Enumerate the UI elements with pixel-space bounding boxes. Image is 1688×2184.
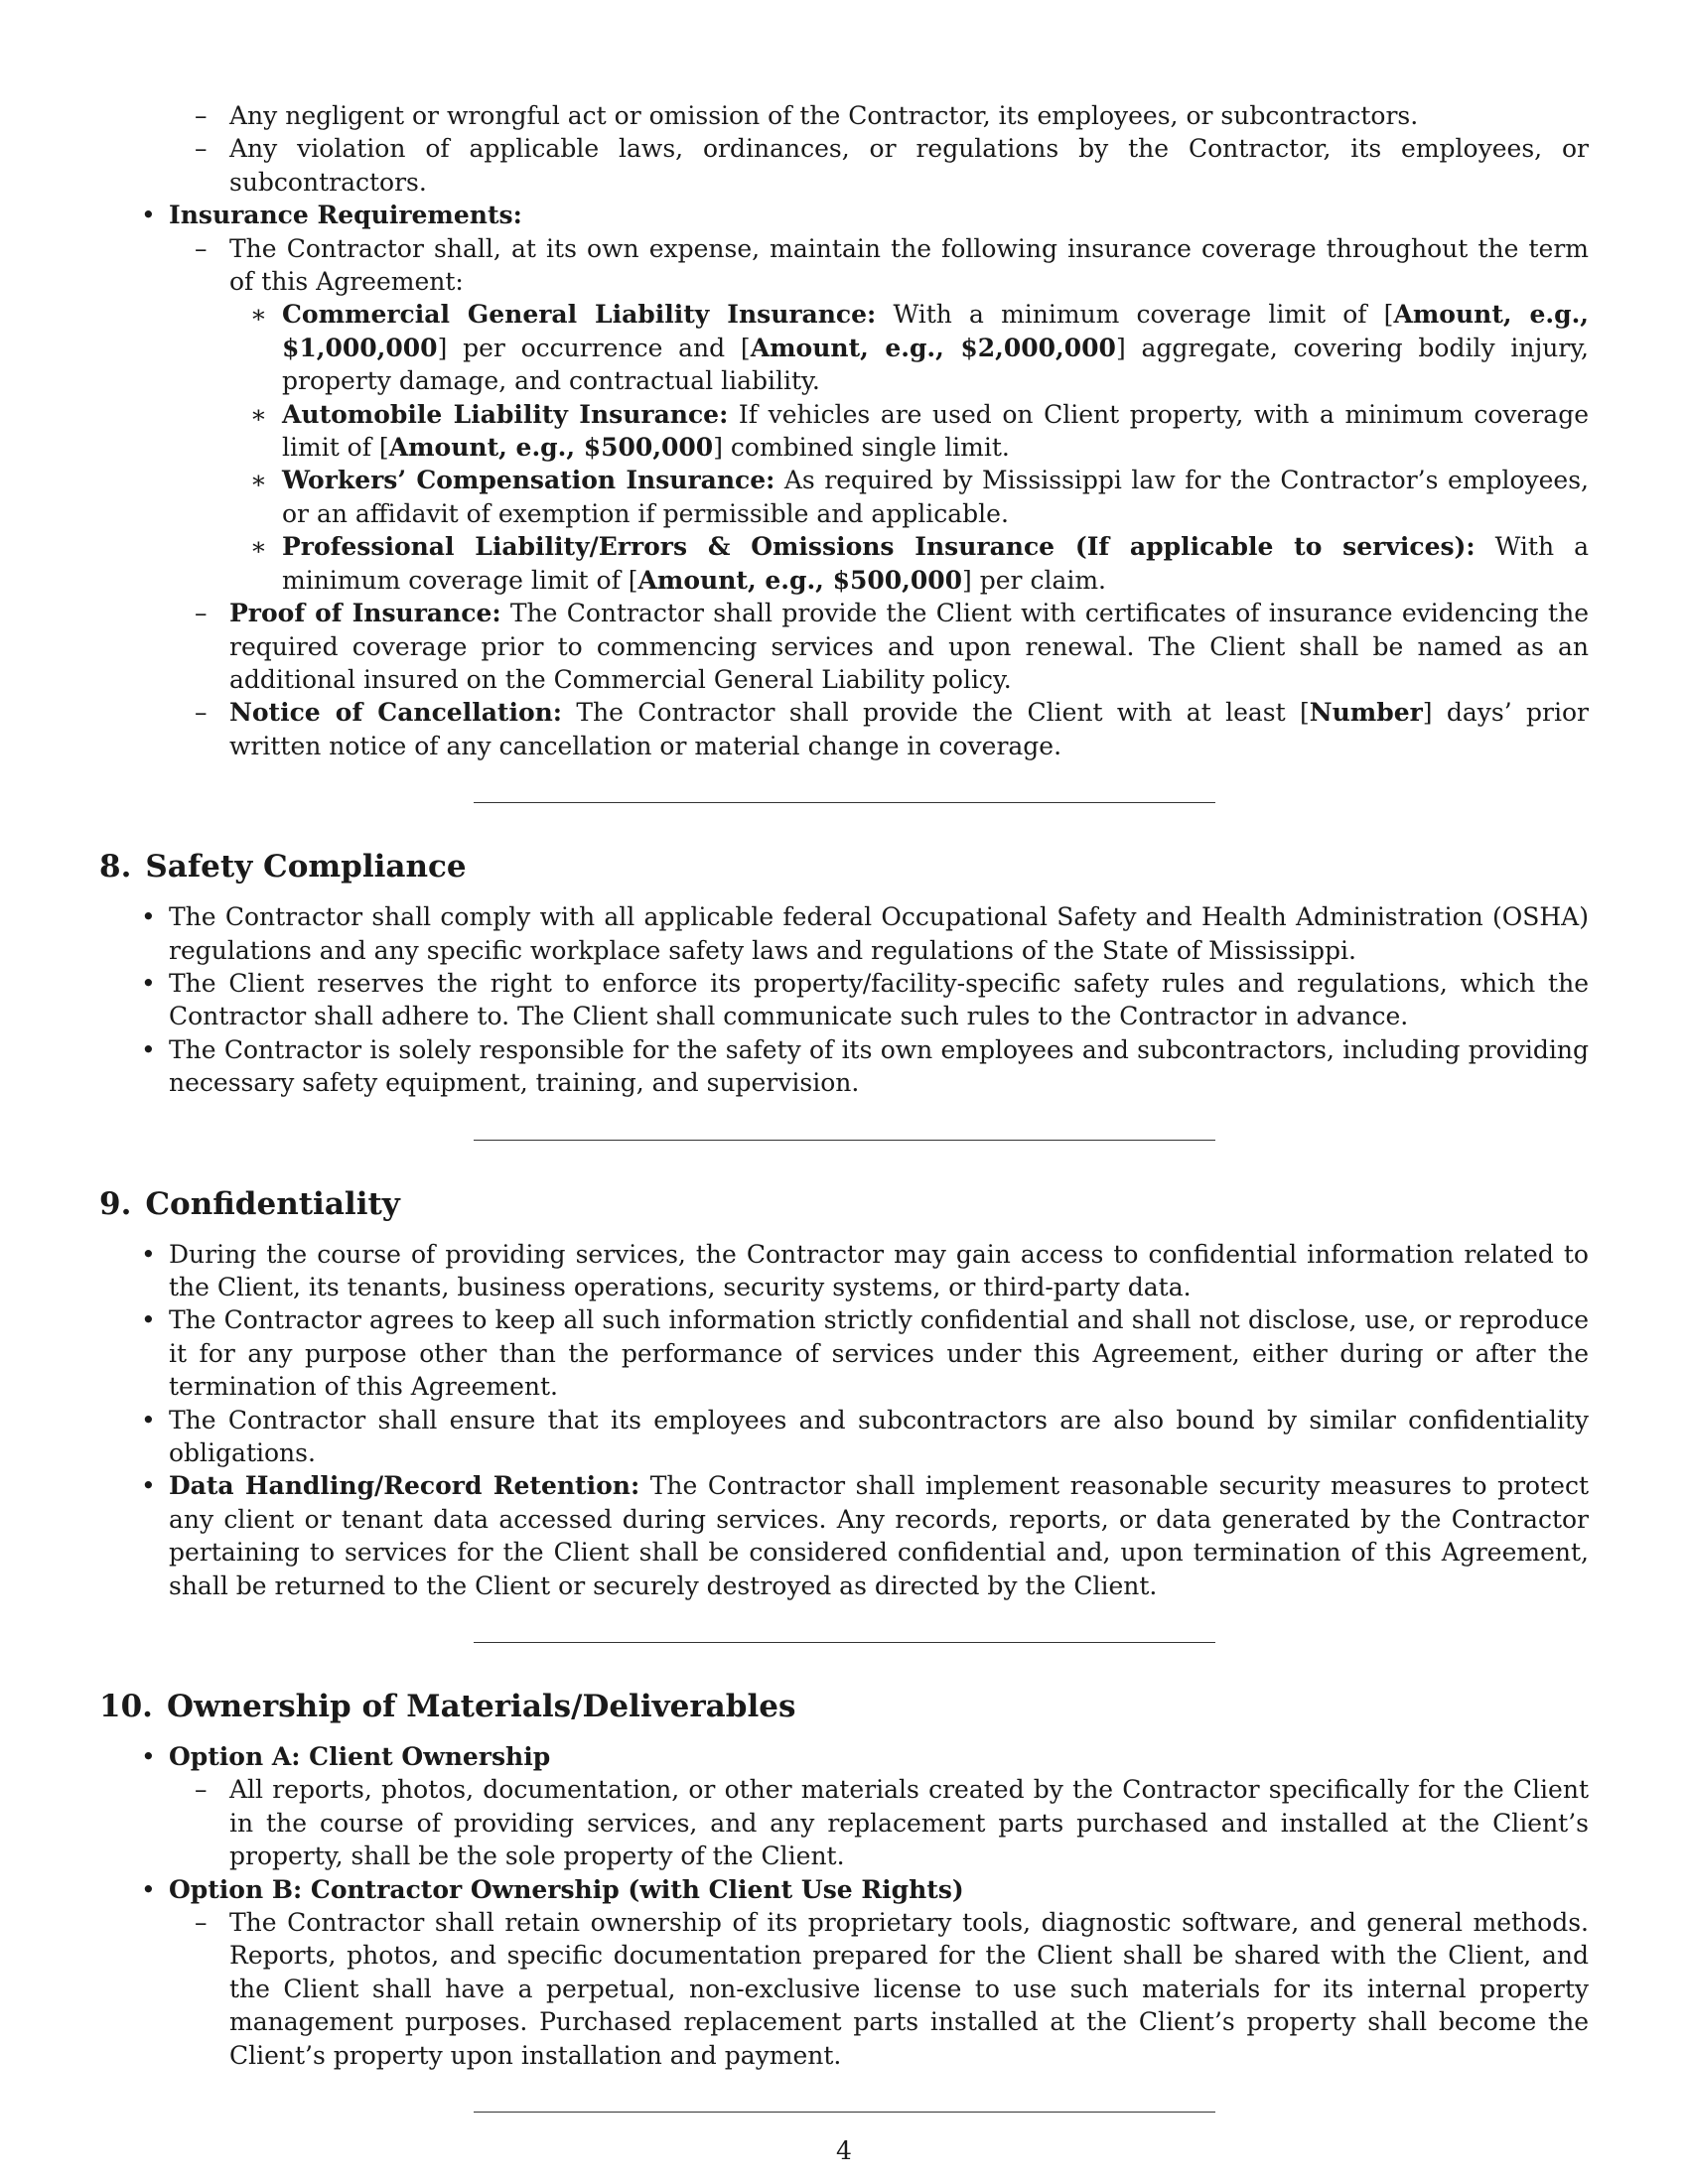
insurance-item-automobile	[99, 398, 1589, 465]
proof-of-insurance-item	[99, 597, 1589, 696]
bullet-marker: •	[141, 1874, 156, 1904]
list-item-text: The Client reserves the right to enforce its property/facility-specific safety rules and regulations, which the Contractor shall adhere to. The Client shall communicate such rules to the Contractor in advance.	[169, 968, 1589, 1031]
list-item-text: The Contractor agrees to keep all such information strictly confidential and shall not disclose, use, or reproduce it for any purpose other than the performance of services under this Agreement, either during or after the termination of this Agreement.	[169, 1305, 1589, 1402]
amount-placeholder: Amount, e.g., $2,000,000	[750, 333, 1116, 362]
section-title: Ownership of Materials/Deliverables	[166, 1689, 796, 1725]
list-item	[99, 232, 1589, 299]
amount-placeholder: Amount, e.g., $500,000	[637, 565, 963, 595]
asterisk-marker: ∗	[250, 399, 267, 429]
list-item-text: All reports, photos, documentation, or other materials created by the Contractor specifically for the Client in the course of providing services, and any replacement parts purchased and installed at the Client’s property, shall be the sole property of the Client.	[229, 1775, 1589, 1871]
item-label: Proof of Insurance:	[229, 599, 501, 628]
dash-marker: –	[195, 101, 208, 130]
list-item-text: The Contractor shall retain ownership of its proprietary tools, diagnostic software, and general methods. Reports, photos, and specific documentation prepared for the Client shall be shared with the Client, and the Client shall have a perpetual, non-exclusive license to use such materials for its internal property management purposes. Purchased replacement parts installed at the Client’s property shall become the Client’s property upon installation and payment.	[229, 1908, 1589, 2070]
bullet-marker: •	[141, 201, 156, 230]
document-page	[99, 99, 1589, 2113]
list-item	[99, 1404, 1589, 1470]
insurance-requirements-item	[99, 199, 1589, 231]
amount-placeholder: Amount, e.g., $1,000,000	[282, 300, 1589, 362]
confidentiality-list	[99, 1238, 1589, 1602]
data-handling-item	[99, 1469, 1589, 1602]
item-label: Commercial General Liability Insurance:	[282, 300, 877, 330]
bullet-marker: •	[141, 1742, 156, 1772]
item-text: If vehicles are used on Client property, with a minimum coverage limit of [	[282, 399, 1589, 463]
item-text: With a minimum coverage limit of [	[876, 300, 1394, 330]
list-item-text: Any violation of applicable laws, ordinances, or regulations by the Contractor, its employees, or subcontractors.	[229, 134, 1589, 197]
section-number: 9.	[99, 1185, 132, 1222]
insurance-intro: The Contractor shall, at its own expense, maintain the following insurance coverage throughout the term of this Agreement:	[229, 233, 1589, 297]
list-item	[99, 132, 1589, 199]
bullet-marker: •	[141, 902, 156, 932]
indemnification-continuation-list	[99, 99, 1589, 762]
list-item	[99, 99, 1589, 132]
item-label: Professional Liability/Errors & Omissions Insurance (If applicable to services):	[282, 532, 1476, 562]
dash-marker: –	[195, 1775, 208, 1805]
item-text: ] per occurrence and [	[437, 333, 751, 362]
list-item-text: The Contractor shall ensure that its employees and subcontractors are also bound by similar confidentiality obligations.	[169, 1405, 1589, 1467]
notice-of-cancellation-item	[99, 696, 1589, 762]
option-b-item	[99, 1873, 1589, 1906]
list-item-text: During the course of providing services, the Contractor may gain access to confidential information related to the Client, its tenants, business operations, security systems, or third-party data.	[169, 1239, 1589, 1301]
item-label: Data Handling/Record Retention:	[169, 1471, 640, 1501]
bullet-marker: •	[141, 1471, 156, 1501]
asterisk-marker: ∗	[250, 466, 267, 495]
list-item	[99, 1303, 1589, 1403]
insurance-item-workers-comp	[99, 464, 1589, 530]
list-item	[99, 1033, 1589, 1100]
item-text: ] combined single limit.	[713, 433, 1010, 463]
section-title: Confidentiality	[145, 1185, 400, 1222]
item-text: With a minimum coverage limit of [	[282, 532, 1589, 595]
option-label: Option A: Client Ownership	[169, 1742, 551, 1772]
list-item-text: Any negligent or wrongful act or omission of the Contractor, its employees, or subcontractors.	[229, 101, 1419, 130]
insurance-heading: Insurance Requirements:	[169, 201, 522, 230]
list-item	[99, 900, 1589, 967]
section-heading-8	[99, 847, 1589, 887]
list-item	[99, 1238, 1589, 1304]
section-heading-9	[99, 1184, 1589, 1224]
dash-marker: –	[195, 233, 208, 263]
item-label: Notice of Cancellation:	[229, 698, 563, 728]
list-item-text: The Contractor is solely responsible for the safety of its own employees and subcontractors, including providing necessary safety equipment, training, and supervision.	[169, 1034, 1589, 1098]
dash-marker: –	[195, 599, 208, 628]
asterisk-marker: ∗	[250, 300, 267, 330]
item-label: Workers’ Compensation Insurance:	[282, 466, 775, 495]
item-text: As required by Mississippi law for the Contractor’s employees, or an affidavit of exemption if permissible and applicable.	[282, 466, 1589, 528]
ownership-list	[99, 1740, 1589, 2072]
item-label: Automobile Liability Insurance:	[282, 399, 729, 429]
number-placeholder: Number	[1309, 698, 1423, 728]
page-number: 4	[836, 2136, 852, 2165]
safety-compliance-list	[99, 900, 1589, 1099]
section-divider	[474, 2112, 1215, 2113]
item-text: The Contractor shall implement reasonable security measures to protect any client or tenant data accessed during services. Any records, reports, or data generated by the Contractor pertaining to services for the Client shall be considered confidential and, upon termination of this Agreement, shall be returned to the Client or securely destroyed as directed by the Client.	[169, 1471, 1589, 1600]
asterisk-marker: ∗	[250, 532, 267, 562]
dash-marker: –	[195, 698, 208, 728]
dash-marker: –	[195, 1908, 208, 1938]
insurance-item-general-liability	[99, 298, 1589, 397]
bullet-marker: •	[141, 1034, 156, 1064]
option-label: Option B: Contractor Ownership (with Client Use Rights)	[169, 1874, 964, 1904]
bullet-marker: •	[141, 968, 156, 998]
item-text: ] per claim.	[962, 565, 1106, 595]
bullet-marker: •	[141, 1405, 156, 1434]
option-a-item	[99, 1740, 1589, 1773]
amount-placeholder: Amount, e.g., $500,000	[388, 433, 714, 463]
item-text: ] days’ prior written notice of any cancellation or material change in coverage.	[229, 698, 1589, 760]
section-divider	[474, 1642, 1215, 1643]
item-text: The Contractor shall provide the Client with certificates of insurance evidencing the required coverage prior to commencing services and upon renewal. The Client shall be named as an additional insured on the Commercial General Liability policy.	[229, 599, 1589, 694]
list-item	[99, 967, 1589, 1033]
list-item-text: The Contractor shall comply with all applicable federal Occupational Safety and Health Administration (OSHA) regulations and any specific workplace safety laws and regulations of the State of Mississippi.	[169, 902, 1589, 965]
bullet-marker: •	[141, 1239, 156, 1269]
dash-marker: –	[195, 134, 208, 164]
item-text: The Contractor shall provide the Client with at least [	[562, 698, 1310, 728]
item-text: ] aggregate, covering bodily injury, property damage, and contractual liability.	[282, 333, 1589, 396]
section-divider	[474, 802, 1215, 803]
section-number: 8.	[99, 849, 132, 886]
bullet-marker: •	[141, 1305, 156, 1335]
list-item	[99, 1906, 1589, 2072]
section-heading-10	[99, 1687, 1589, 1726]
section-divider	[474, 1140, 1215, 1141]
insurance-item-professional	[99, 530, 1589, 597]
section-number: 10.	[99, 1689, 153, 1725]
section-title: Safety Compliance	[145, 849, 467, 886]
list-item	[99, 1773, 1589, 1872]
